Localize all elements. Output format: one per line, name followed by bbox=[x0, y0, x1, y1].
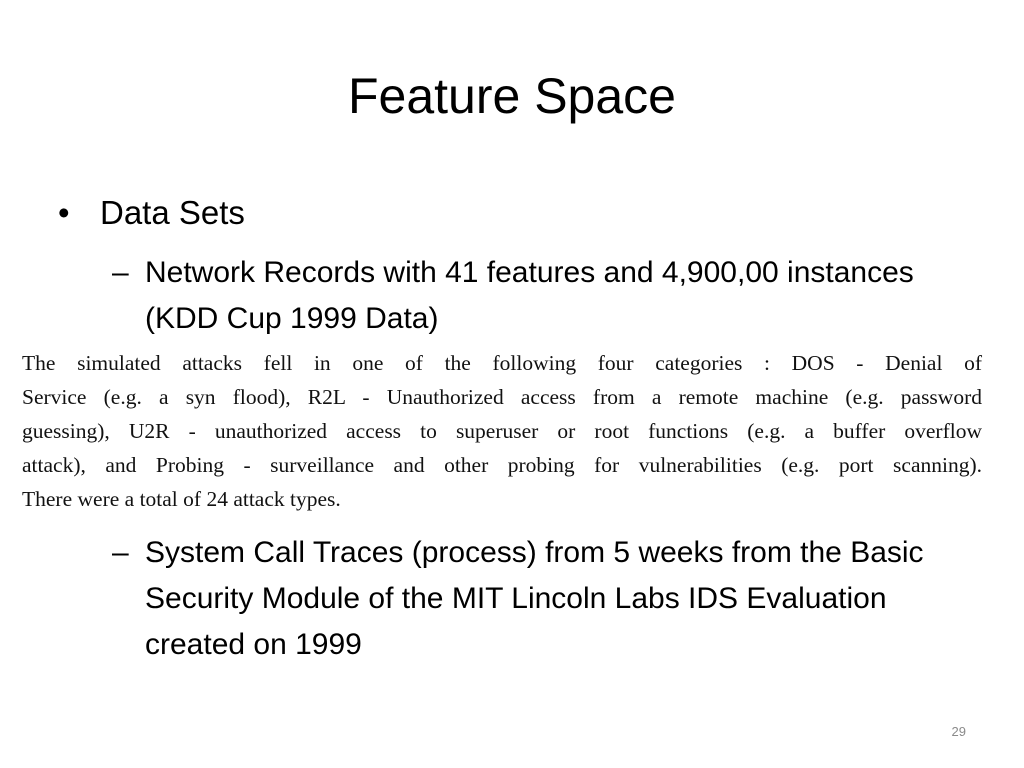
sub-bullet-marker: – bbox=[112, 256, 129, 289]
slide-title: Feature Space bbox=[348, 68, 676, 124]
bullet-marker: • bbox=[58, 194, 70, 231]
excerpt-line: attack), and Probing - surveillance and other probing for vulnerabilities (e.g. port scanning). bbox=[22, 453, 982, 477]
excerpt-line: There were a total of 24 attack types. bbox=[22, 487, 341, 511]
sub-bullet-marker: – bbox=[112, 536, 129, 569]
sub-bullet-system-call-traces bbox=[112, 530, 972, 668]
page-number: 29 bbox=[951, 724, 966, 739]
bullet-data-sets bbox=[58, 190, 245, 236]
sub-bullet-network-records bbox=[112, 250, 972, 342]
excerpt-line: The simulated attacks fell in one of the following four categories : DOS - Denial of bbox=[22, 351, 982, 375]
sub-bullet-text: Network Records with 41 features and 4,900,00 instances (KDD Cup 1999 Data) bbox=[145, 256, 914, 335]
excerpt-line: guessing), U2R - unauthorized access to superuser or root functions (e.g. a buffer overflow bbox=[22, 419, 982, 443]
bullet-text: Data Sets bbox=[100, 194, 245, 231]
sub-bullet-text: System Call Traces (process) from 5 weeks from the Basic Security Module of the MIT Lincoln Labs IDS Evaluation created on 1999 bbox=[145, 536, 924, 661]
excerpt-line: Service (e.g. a syn flood), R2L - Unauthorized access from a remote machine (e.g. password bbox=[22, 385, 982, 409]
quoted-paper-excerpt bbox=[22, 346, 982, 516]
